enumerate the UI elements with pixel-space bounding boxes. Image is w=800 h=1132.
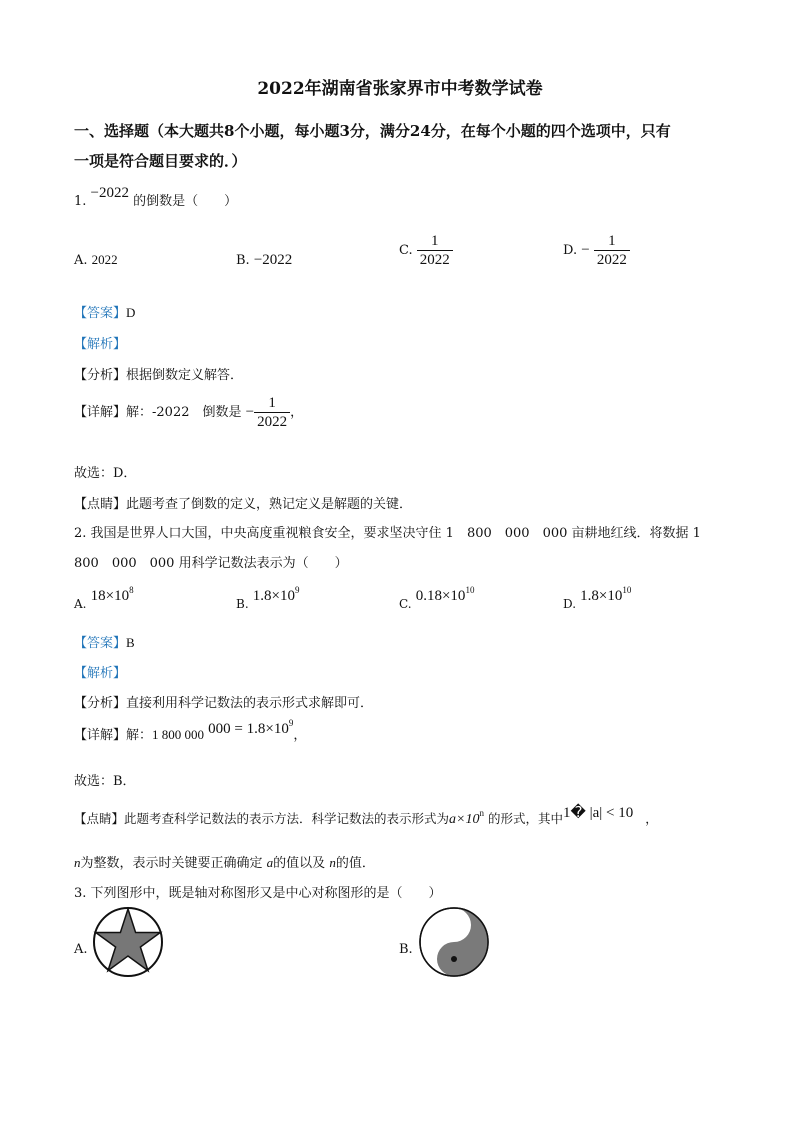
dianjing-text: 此题考查科学记数法的表示方法．科学记数法的表示形式为 <box>124 811 450 826</box>
math-variable: n <box>74 855 81 870</box>
n-line <box>74 852 375 871</box>
fenxi-line <box>74 692 373 711</box>
text: 的值以及 <box>273 856 326 871</box>
option-value: 1.8×10 <box>580 588 623 604</box>
fraction <box>417 232 453 269</box>
math-expression: a×10 <box>449 812 480 827</box>
answer-tag: 【答案】 <box>74 636 127 651</box>
minus-sign: − <box>245 404 255 420</box>
option-b <box>236 252 292 269</box>
exponent: 8 <box>129 585 134 595</box>
text: 的值． <box>335 856 375 871</box>
math-expression: 000 = 1.8×10 <box>208 721 289 737</box>
guxuan-line: 故选：D． <box>74 466 137 481</box>
fraction <box>594 232 630 269</box>
punct: ， <box>645 811 658 826</box>
minus-sign: − <box>581 242 590 258</box>
dianjing-text: 此题考查了倒数的定义，熟记定义是解题的关键． <box>126 497 413 512</box>
option-a <box>74 252 118 268</box>
option-b-label: B. <box>399 942 413 957</box>
option-label: C. <box>399 597 412 611</box>
dianjing-text: 的形式，其中 <box>487 811 563 826</box>
section-heading-line1: 一、选择题（本大题共8个小题，每小题3分，满分24分，在每个小题的四个选项中，只有 <box>74 122 671 140</box>
option-value: 2022 <box>91 252 118 267</box>
exponent: 10 <box>622 585 632 595</box>
punct: ， <box>290 405 304 420</box>
exponent: 10 <box>465 585 475 595</box>
denominator: 2022 <box>419 252 450 268</box>
option-c <box>399 232 453 269</box>
option-b <box>236 585 300 611</box>
page-title: 2022年湖南省张家界市中考数学试卷 <box>257 79 543 99</box>
section-heading-line2: 一项是符合题目要求的．） <box>74 152 247 170</box>
question-text: 的倒数是（ ） <box>133 194 238 209</box>
denominator: 2022 <box>257 414 288 430</box>
option-value: 1.8×10 <box>252 588 295 604</box>
option-d <box>563 232 630 269</box>
question-number: 1. <box>74 194 87 209</box>
option-label: A. <box>74 597 87 611</box>
math-variable: n <box>329 855 336 870</box>
fenxi-tag: 【分析】 <box>74 696 127 711</box>
question-expression: −2022 <box>90 185 130 201</box>
fenxi-text: 根据倒数定义解答． <box>126 368 244 383</box>
fenxi-line <box>74 364 243 383</box>
xiangjie-text: 解：1 800 000 <box>126 727 205 742</box>
option-label: D. <box>563 597 577 611</box>
analysis-tag: 【解析】 <box>74 337 127 352</box>
star-in-circle-figure <box>92 906 164 978</box>
option-label: D. <box>563 243 578 258</box>
guxuan-line: 故选：B． <box>74 774 136 789</box>
question-3-stem: 3. 下列图形中，既是轴对称图形又是中心对称图形的是（ ） <box>74 886 442 901</box>
dianjing-tag: 【点睛】 <box>74 497 127 512</box>
exponent: 9 <box>288 718 294 728</box>
option-d <box>563 585 632 611</box>
xiangjie-line <box>74 718 307 744</box>
answer-value: B <box>126 635 135 650</box>
option-value: 18×10 <box>90 588 130 604</box>
question-2-line1: 2. 我国是世界人口大国，中央高度重视粮食安全，要求坚决守住 1 800 000 000 亩耕地红线．将数据 1 <box>74 526 701 541</box>
exponent: 9 <box>295 585 300 595</box>
numerator: 1 <box>594 232 630 251</box>
fenxi-text: 直接利用科学记数法的表示形式求解即可． <box>126 696 374 711</box>
numerator: 1 <box>254 394 290 413</box>
analysis-tag: 【解析】 <box>74 666 127 681</box>
answer-line <box>74 302 135 321</box>
numerator: 1 <box>417 232 453 251</box>
answer-value: D <box>126 305 136 320</box>
fenxi-tag: 【分析】 <box>74 368 127 383</box>
option-a-label: A. <box>74 942 88 957</box>
option-value: −2022 <box>253 252 293 268</box>
question-2-line2: 800 000 000 用科学记数法表示为（ ） <box>74 556 348 571</box>
question-1-stem <box>74 185 238 210</box>
text: 为整数，表示时关键要正确确定 <box>80 856 263 871</box>
punct: ， <box>293 728 307 743</box>
xiangjie-text: 解：-2022 倒数是 <box>126 405 242 420</box>
option-c <box>399 585 475 611</box>
dianjing-line <box>74 805 658 828</box>
math-variable: a <box>266 855 274 870</box>
xiangjie-line <box>74 394 303 431</box>
option-label: A. <box>74 253 88 268</box>
option-label: C. <box>399 243 413 258</box>
xiangjie-tag: 【详解】 <box>74 728 127 743</box>
xiangjie-tag: 【详解】 <box>74 405 127 420</box>
option-label: B. <box>236 597 249 611</box>
answer-tag: 【答案】 <box>74 306 127 321</box>
math-condition: 1� |a| < 10 <box>562 805 634 821</box>
yin-yang-figure <box>418 906 490 978</box>
option-label: B. <box>236 253 250 268</box>
fraction <box>254 394 290 431</box>
option-a <box>74 585 134 611</box>
exponent: n <box>479 808 484 818</box>
dianjing-tag: 【点睛】 <box>74 811 125 826</box>
dianjing-line <box>74 493 412 512</box>
option-value: 0.18×10 <box>415 588 466 604</box>
answer-line <box>74 632 135 651</box>
denominator: 2022 <box>596 252 627 268</box>
